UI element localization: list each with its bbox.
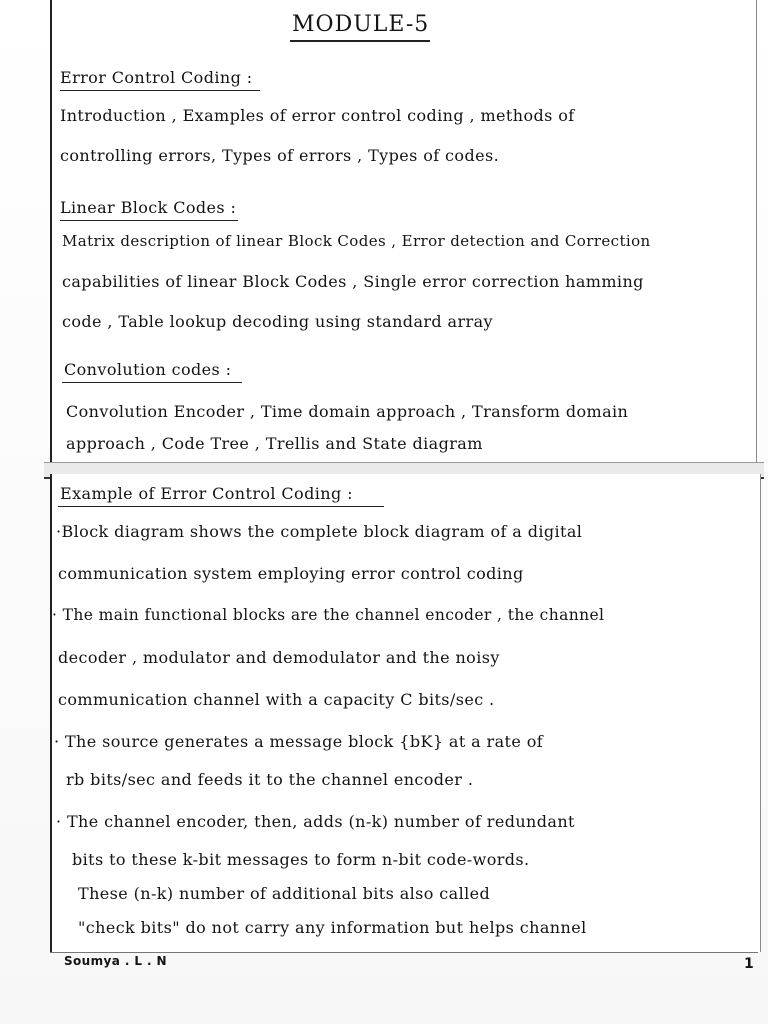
- heading-underline: [58, 506, 384, 507]
- text-line: controlling errors, Types of errors , Types of codes.: [60, 146, 500, 165]
- heading-example-error-control-coding: Example of Error Control Coding :: [60, 484, 353, 503]
- text-line: communication system employing error control coding: [58, 564, 524, 583]
- text-line: · The main functional blocks are the channel encoder , the channel: [52, 606, 605, 624]
- text-line: · The source generates a message block {bK} at a rate of: [54, 732, 544, 751]
- heading-error-control-coding: Error Control Coding :: [60, 68, 253, 87]
- text-line: "check bits" do not carry any information but helps channel: [78, 918, 587, 937]
- text-line: decoder , modulator and demodulator and the noisy: [58, 648, 500, 667]
- author-footer: Soumya . L . N: [64, 954, 167, 968]
- heading-linear-block-codes: Linear Block Codes :: [60, 198, 237, 217]
- heading-underline: [60, 220, 238, 221]
- text-line: Convolution Encoder , Time domain approach , Transform domain: [66, 402, 629, 421]
- bottom-margin-line: [50, 952, 758, 953]
- text-line: communication channel with a capacity C bits/sec .: [58, 690, 495, 709]
- page-title: MODULE-5: [292, 12, 430, 37]
- text-line: These (n-k) number of additional bits also called: [78, 884, 491, 903]
- text-line: rb bits/sec and feeds it to the channel encoder .: [66, 770, 474, 789]
- text-line: ·Block diagram shows the complete block diagram of a digital: [56, 522, 583, 541]
- title-underline: [290, 40, 430, 42]
- text-line: Introduction , Examples of error control coding , methods of: [60, 106, 575, 125]
- text-line: approach , Code Tree , Trellis and State diagram: [66, 434, 483, 453]
- heading-convolution-codes: Convolution codes :: [64, 360, 232, 379]
- text-line: capabilities of linear Block Codes , Single error correction hamming: [62, 272, 644, 291]
- text-line: bits to these k-bit messages to form n-bit code-words.: [72, 850, 530, 869]
- text-line: Matrix description of linear Block Codes , Error detection and Correction: [62, 232, 651, 250]
- page-number: 1: [744, 956, 755, 972]
- heading-underline: [60, 90, 260, 91]
- text-line: · The channel encoder, then, adds (n-k) number of redundant: [56, 812, 575, 831]
- heading-underline: [62, 382, 242, 383]
- lower-sheet: [50, 474, 761, 952]
- text-line: code , Table lookup decoding using standard array: [62, 312, 493, 331]
